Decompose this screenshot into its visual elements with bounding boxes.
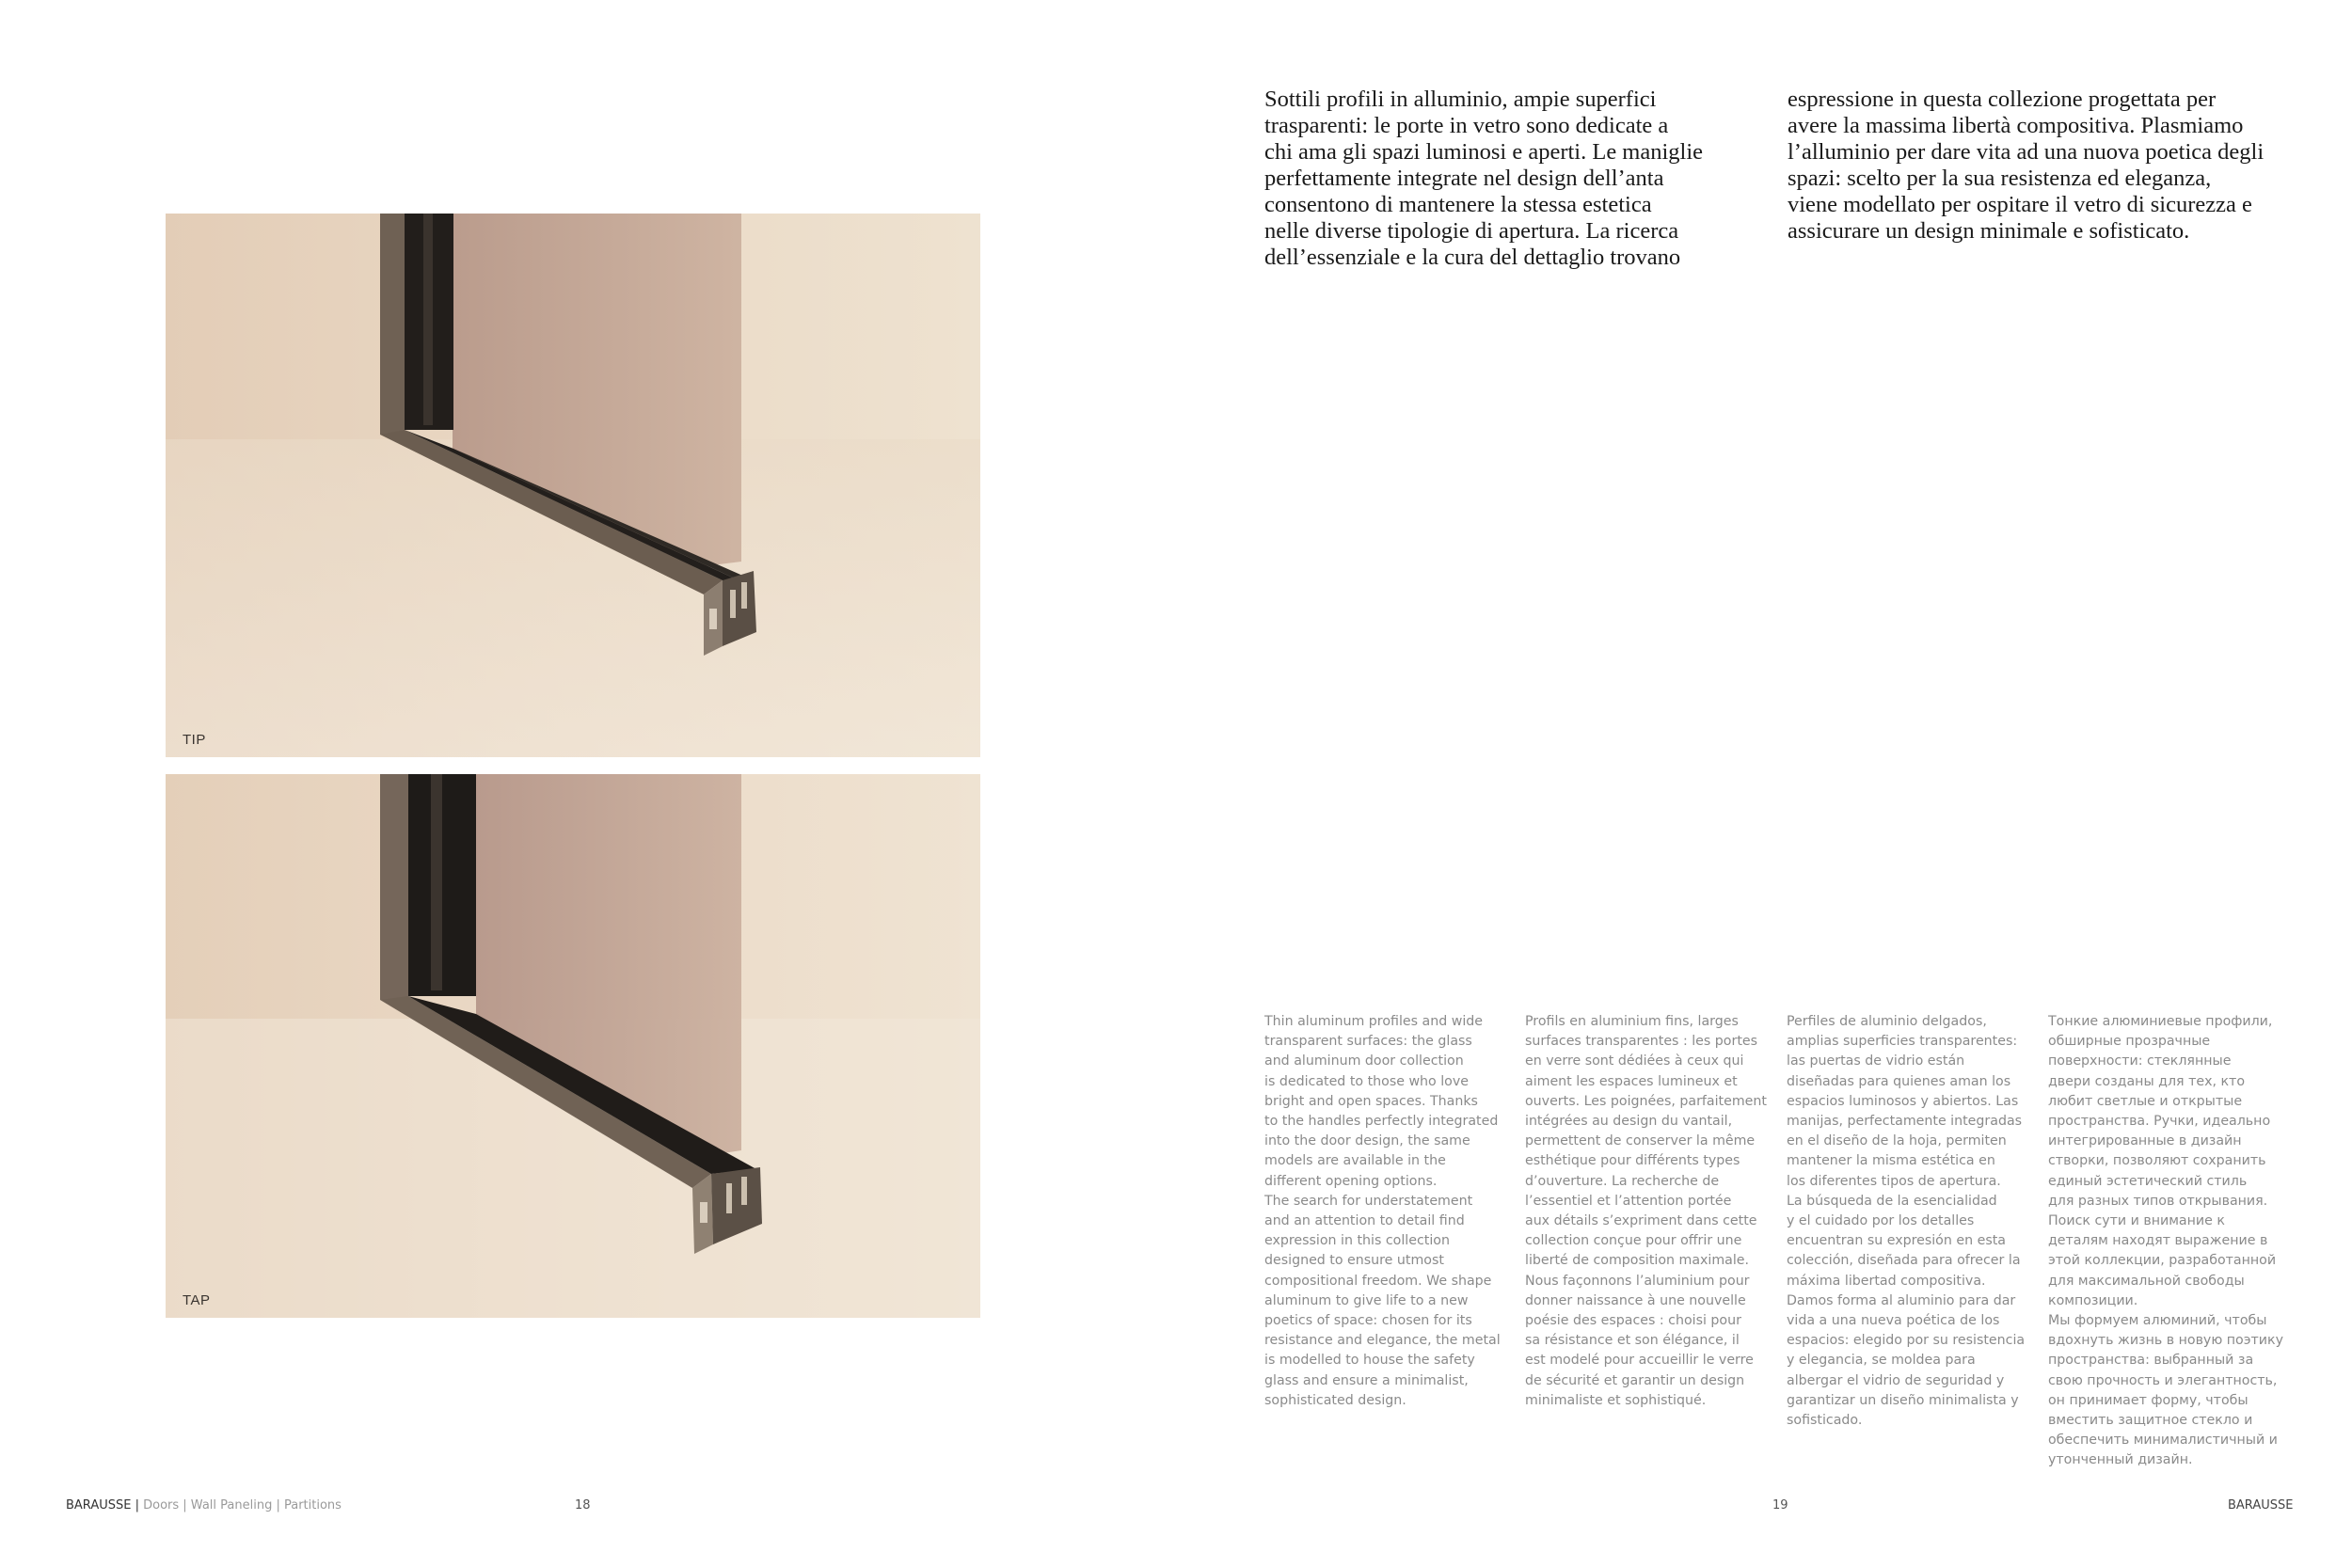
text-line: The search for understatement (1264, 1193, 1473, 1209)
text-line: Damos forma al aluminio para dar (1787, 1292, 2016, 1308)
text-line: assicurare un design minimale e sofisticato. (1788, 218, 2190, 244)
text-line: and an attention to detail find (1264, 1213, 1465, 1229)
text-line: designed to ensure utmost (1264, 1253, 1444, 1269)
text-line: models are available in the (1264, 1153, 1446, 1169)
text-line: compositional freedom. We shape (1264, 1273, 1492, 1289)
text-line: aiment les espaces lumineux et (1525, 1073, 1738, 1089)
photo-label: TAP (183, 1292, 211, 1308)
text-line: viene modellato per ospitare il vetro di sicurezza e (1788, 192, 2252, 217)
photo-tip-door-profile (166, 214, 980, 757)
text-line: en verre sont dédiées à ceux qui (1525, 1053, 1744, 1069)
text-line: для разных типов открывания. (2048, 1193, 2268, 1209)
text-line: y elegancia, se moldea para (1787, 1353, 1976, 1369)
text-line: avere la massima libertà compositiva. Plasmiamo (1788, 113, 2244, 138)
text-line: sa résistance et son élégance, il (1525, 1333, 1740, 1349)
text-line: máxima libertad compositiva. (1787, 1273, 1986, 1289)
text-line: nelle diverse tipologie di apertura. La ricerca (1264, 218, 1679, 244)
text-line: expression in this collection (1264, 1233, 1450, 1249)
text-line: garantizar un diseño minimalista y (1787, 1392, 2019, 1408)
text-line: perfettamente integrate nel design dell’anta (1264, 166, 1664, 191)
text-line: свою прочность и элегантность, (2048, 1372, 2278, 1388)
text-line: aux détails s’expriment dans cette (1525, 1213, 1757, 1229)
text-line: поверхности: стеклянные (2048, 1053, 2232, 1069)
text-line: ouverts. Les poignées, parfaitement (1525, 1093, 1767, 1109)
text-line: into the door design, the same (1264, 1133, 1470, 1149)
text-line: вдохнуть жизнь в новую поэтику (2048, 1333, 2283, 1349)
door-profile-illustration (166, 214, 980, 757)
text-line: intégrées au design du vantail, (1525, 1114, 1733, 1130)
text-line: chi ama gli spazi luminosi e aperti. Le maniglie (1264, 139, 1704, 165)
text-line: Мы формуем алюминий, чтобы (2048, 1313, 2267, 1329)
text-line: las puertas de vidrio están (1787, 1053, 1965, 1069)
footer-left (66, 1498, 342, 1513)
text-line: donner naissance à une nouvelle (1525, 1292, 1746, 1308)
footer-sections: Doors | Wall Paneling | Partitions (143, 1498, 342, 1513)
text-line: bright and open spaces. Thanks (1264, 1093, 1478, 1109)
text-line: espressione in questa collezione progettata per (1788, 87, 2217, 112)
page-number-left: 18 (575, 1498, 591, 1513)
text-line: Thin aluminum profiles and wide (1264, 1014, 1484, 1029)
text-line: vida a una nueva poética de los (1787, 1313, 2000, 1329)
photo-label: TIP (183, 732, 206, 748)
text-line: encuentran su expresión en esta (1787, 1233, 2006, 1249)
door-profile-illustration (166, 774, 980, 1318)
text-line: transparent surfaces: the glass (1264, 1034, 1472, 1050)
text-line: collection conçue pour offrir une (1525, 1233, 1742, 1249)
text-line: единый эстетический стиль (2048, 1173, 2248, 1189)
text-line: mantener la misma estética en (1787, 1153, 1995, 1169)
text-line: Sottili profili in alluminio, ampie superfici (1264, 87, 1657, 112)
text-line: для максимальной свободы (2048, 1273, 2245, 1289)
text-line: spazi: scelto per la sua resistenza ed eleganza, (1788, 166, 2212, 191)
text-line: Profils en aluminium fins, larges (1525, 1014, 1739, 1029)
page-number-right: 19 (1772, 1498, 1788, 1513)
text-line: aluminum to give life to a new (1264, 1292, 1469, 1308)
text-line: пространства. Ручки, идеально (2048, 1114, 2271, 1130)
text-line: он принимает форму, чтобы (2048, 1392, 2249, 1408)
english-text-column (1264, 1012, 1511, 1411)
text-line: glass and ensure a minimalist, (1264, 1372, 1469, 1388)
text-line: minimaliste et sophistiqué. (1525, 1392, 1707, 1408)
text-line: sophisticated design. (1264, 1392, 1406, 1408)
spanish-text-column (1787, 1012, 2033, 1431)
text-line: different opening options. (1264, 1173, 1438, 1189)
text-line: is dedicated to those who love (1264, 1073, 1469, 1089)
text-line: La búsqueda de la esencialidad (1787, 1193, 1997, 1209)
footer-brand: BARAUSSE (66, 1498, 132, 1513)
text-line: Тонкие алюминиевые профили, (2048, 1014, 2273, 1029)
text-line: Поиск сути и внимание к (2048, 1213, 2225, 1229)
text-line: двери созданы для тех, кто (2048, 1073, 2245, 1089)
text-line: вместить защитное стекло и (2048, 1413, 2253, 1429)
text-line: обеспечить минималистичный и (2048, 1433, 2278, 1449)
text-line: consentono di mantenere la stessa estetica (1264, 192, 1652, 217)
text-line: esthétique pour différents types (1525, 1153, 1740, 1169)
text-line: los diferentes tipos de apertura. (1787, 1173, 2001, 1189)
photo-tap-door-profile (166, 774, 980, 1318)
text-line: dell’essenziale e la cura del dettaglio trovano (1264, 245, 1681, 270)
text-line: amplias superficies transparentes: (1787, 1034, 2018, 1050)
text-line: этой коллекции, разработанной (2048, 1253, 2277, 1269)
text-line: d’ouverture. La recherche de (1525, 1173, 1720, 1189)
text-line: poésie des espaces : choisi pour (1525, 1313, 1741, 1329)
text-line: manijas, perfectamente integradas (1787, 1114, 2023, 1130)
text-line: любит светлые и открытые (2048, 1093, 2243, 1109)
text-line: albergar el vidrio de seguridad y (1787, 1372, 2005, 1388)
text-line: пространства: выбранный за (2048, 1353, 2254, 1369)
text-line: espacios luminosos y abiertos. Las (1787, 1093, 2019, 1109)
footer-separator: | (135, 1498, 139, 1513)
text-line: y el cuidado por los detalles (1787, 1213, 1975, 1229)
text-line: de sécurité et garantir un design (1525, 1372, 1745, 1388)
russian-text-column (2048, 1012, 2295, 1471)
text-line: poetics of space: chosen for its (1264, 1313, 1472, 1329)
text-line: створки, позволяют сохранить (2048, 1153, 2266, 1169)
text-line: liberté de composition maximale. (1525, 1253, 1750, 1269)
intro-italian-column-2 (1788, 87, 2277, 245)
text-line: permettent de conserver la même (1525, 1133, 1756, 1149)
text-line: Perfiles de aluminio delgados, (1787, 1014, 1987, 1029)
intro-italian-column-1 (1264, 87, 1754, 271)
footer-brand-right: BARAUSSE (2228, 1498, 2294, 1513)
text-line: en el diseño de la hoja, permiten (1787, 1133, 2007, 1149)
text-line: and aluminum door collection (1264, 1053, 1464, 1069)
text-line: colección, diseñada para ofrecer la (1787, 1253, 2021, 1269)
text-line: to the handles perfectly integrated (1264, 1114, 1499, 1130)
text-line: trasparenti: le porte in vetro sono dedicate a (1264, 113, 1669, 138)
text-line: surfaces transparentes : les portes (1525, 1034, 1758, 1050)
text-line: espacios: elegido por su resistencia (1787, 1333, 2026, 1349)
text-line: diseñadas para quienes aman los (1787, 1073, 2011, 1089)
text-line: композиции. (2048, 1292, 2138, 1308)
text-line: resistance and elegance, the metal (1264, 1333, 1501, 1349)
text-line: Nous façonnons l’aluminium pour (1525, 1273, 1750, 1289)
text-line: est modelé pour accueillir le verre (1525, 1353, 1754, 1369)
text-line: sofisticado. (1787, 1413, 1863, 1429)
text-line: утонченный дизайн. (2048, 1452, 2193, 1468)
text-line: is modelled to house the safety (1264, 1353, 1475, 1369)
text-line: l’alluminio per dare vita ad una nuova poetica degli (1788, 139, 2265, 165)
text-line: деталям находят выражение в (2048, 1233, 2268, 1249)
text-line: обширные прозрачные (2048, 1034, 2211, 1050)
french-text-column (1525, 1012, 1772, 1411)
text-line: интегрированные в дизайн (2048, 1133, 2242, 1149)
text-line: l’essentiel et l’attention portée (1525, 1193, 1732, 1209)
